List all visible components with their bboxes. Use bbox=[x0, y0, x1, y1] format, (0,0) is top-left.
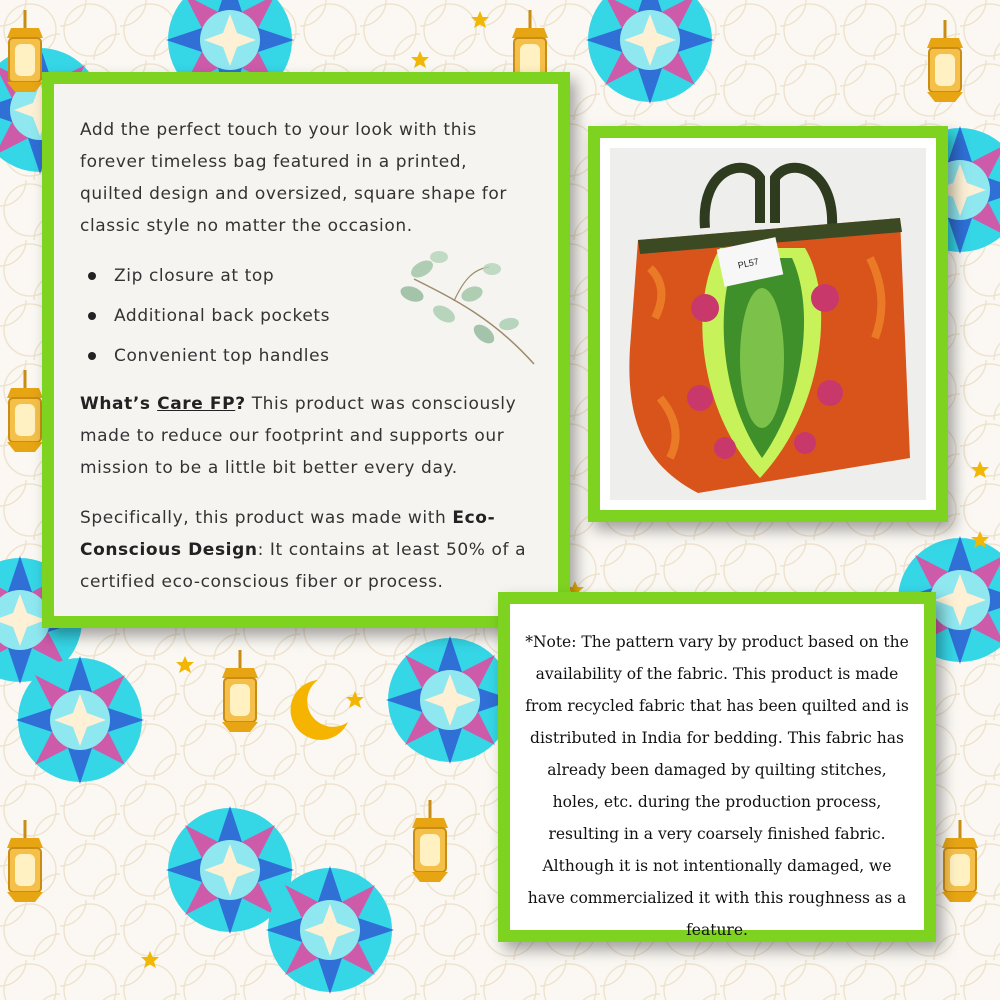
care-body: This product was consciously made to reduce our footprint and supports our mission to be a little bit better every day. bbox=[80, 394, 517, 478]
product-photo bbox=[610, 148, 926, 500]
product-photo-panel bbox=[588, 126, 948, 522]
feature-label: Zip closure at top bbox=[114, 266, 275, 286]
care-fp-link[interactable]: Care FP bbox=[157, 394, 236, 414]
eco-start: Specifically, this product was made with bbox=[80, 508, 453, 528]
feature-label: Additional back pockets bbox=[114, 306, 331, 326]
bullet-icon bbox=[88, 312, 96, 320]
note-panel bbox=[498, 592, 936, 942]
eucalyptus-leaf-icon bbox=[394, 239, 544, 369]
care-lead-end: ? bbox=[235, 394, 246, 414]
bullet-icon bbox=[88, 272, 96, 280]
product-intro: Add the perfect touch to your look with this forever timeless bag featured in a printed, quilted design and oversized, square shape for classic style no matter the occasion. bbox=[80, 120, 507, 236]
eco-end: : It contains at least 50% of a certified eco-conscious fiber or process. bbox=[80, 540, 527, 592]
care-fp-paragraph bbox=[80, 388, 532, 484]
note-text: *Note: The pattern vary by product based on the availability of the fabric. This product is made from recycled fabric that has been quilted and is distributed in India for bedding. This fabric has already been damaged by quilting stitches, holes, etc. during the production process, resulting in a very coarsely finished fabric. Although it is not intentionally damaged, we have commercialized it with this roughness as a feature. bbox=[525, 633, 909, 939]
description-panel bbox=[42, 72, 570, 628]
bag-tag-text: PL57 bbox=[736, 256, 760, 271]
feature-label: Convenient top handles bbox=[114, 346, 330, 366]
eco-paragraph bbox=[80, 502, 532, 598]
care-lead-start: What’s bbox=[80, 394, 158, 414]
tote-bag-image bbox=[610, 148, 926, 500]
eco-highlight: Eco-Conscious Design bbox=[80, 508, 496, 560]
bullet-icon bbox=[88, 352, 96, 360]
